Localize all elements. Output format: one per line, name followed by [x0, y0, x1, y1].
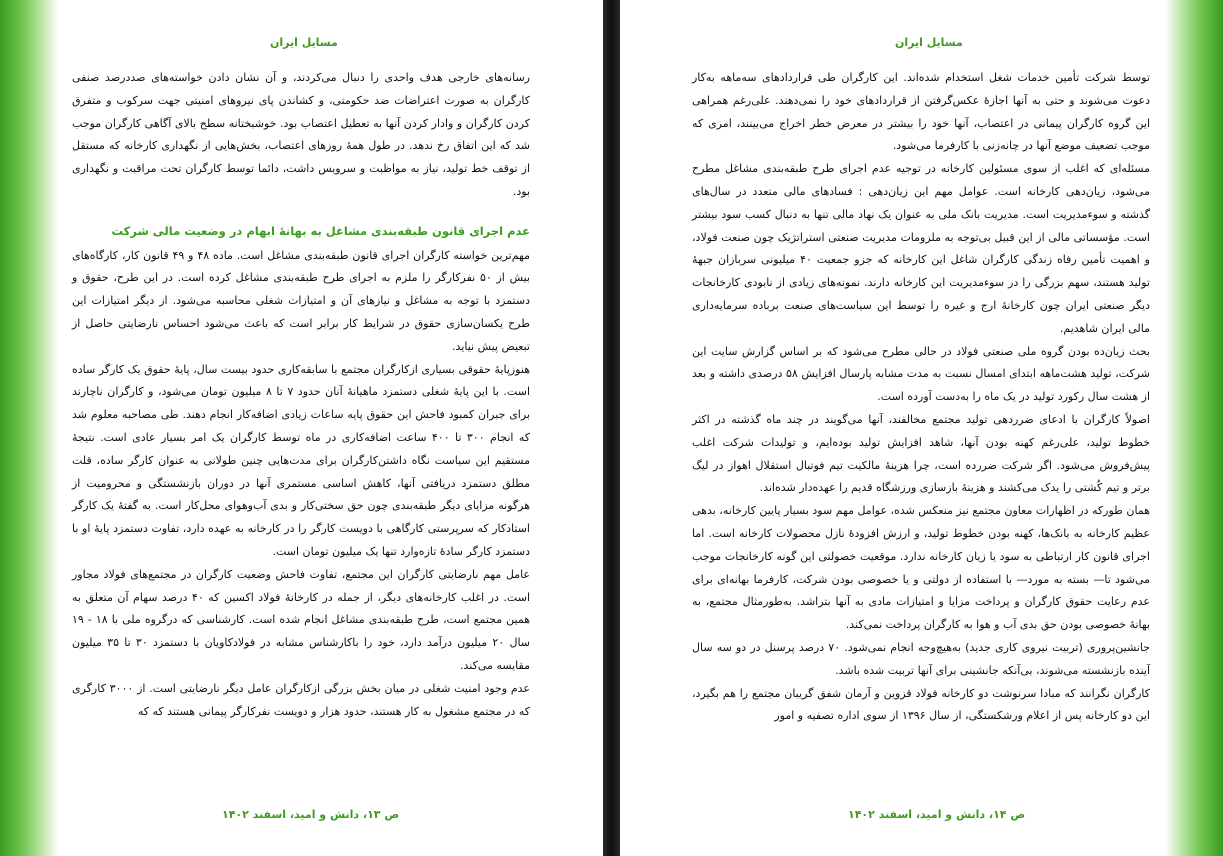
- body-paragraph: رسانه‌های خارجی هدف واحدی را دنبال می‌کردند، و آن نشان دادن خواسته‌های صددرصد صنفی کارگران به صورت اعتراضات ضد حکومتی، و کشاندن پای نیروهای امنیتی جهت سرکوب و متفرق کردن کارگران و وادار کردن آنها به تعطیل اعتصاب بود. خوشبختانه سطح بالای آگاهی کارگران موجب شد که این اتفاق رخ ندهد. در طول همهٔ روزهای اعتصاب، بخش‌هایی از نگهداری کارخانه که مستقل از توقف خط تولید، نیاز به مواظبت و سرویس داشت، دائما توسط کارگران تحت مراقبت و نگهداری بود.: [72, 71, 530, 198]
- book-gutter: [603, 0, 620, 856]
- body-paragraph: بحث زیان‌ده بودن گروه ملی صنعتی فولاد در حالی مطرح می‌شود که بر اساس گزارش سایت این شرکت، تولید هشت‌ماهه ابتدای امسال نسبت به مدت مشابه پارسال افزایش ۵۸ درصدی داشته و بعد از هشت سال رکورد تولید در یک ماه را به‌دست آورده است.: [692, 344, 1151, 404]
- running-head: مسایل ایران: [270, 36, 338, 49]
- body-paragraph: مهم‌ترین خواسته کارگران اجرای قانون طبقه‌بندی مشاغل است. ماده ۴۸ و ۴۹ قانون کار، کارگاه‌های بیش از ۵۰ نفرکارگر را ملزم به اجرای طرح طبقه‌بندی مشاغل کرده است. در این طرح، حقوق و دستمزد با توجه به مشاغل و نیازهای آن و امتیازات شغلی محاسبه می‌شود. از دیگر امتیازات این طرح یکسان‌سازی حقوق در شرایط کار برابر است که باعث می‌شود احساس نارضایتی حاصل از تبعیض پیش نیاید.: [72, 248, 530, 353]
- right-page: [620, 0, 1223, 856]
- body-paragraph: توسط شرکت تأمین خدمات شغل استخدام شده‌اند. این کارگران طی قراردادهای سه‌ماهه به‌کار دعوت می‌شوند و حتی به آنها اجازهٔ عکس‌گرفتن از قراردادهای خود را نمی‌دهند. علی‌رغم همراهی این گروه کارگران پیمانی در اعتصاب، آنها خود را بیشتر در معرض خطر اخراج می‌بینند، امری که موجب تضعیف موضع آنها در چانه‌زنی با کارفرما می‌شود.: [692, 71, 1150, 153]
- page-footer: ص ۱۳، دانش و امید، اسفند ۱۴۰۲: [222, 808, 400, 821]
- left-page-body: [72, 67, 530, 723]
- body-paragraph: مسئله‌ای که اغلب از سوی مسئولین کارخانه در توجیه عدم اجرای طرح طبقه‌بندی مشاغل مطرح می‌شود، زیان‌دهی کارخانه است. عوامل مهم این زیان‌دهی : فسادهای مالی متعدد در سال‌های گذشته و سوء‌مدیریت است. مدیریت بانک ملی به عنوان یک نهاد مالی تنها به دنبال کسب سود بیشتر است. مؤسساتی مالی از این قبیل بی‌توجه به ملزومات مدیریت صنعتی استراتژیک چون صنعت فولاد، و اهمیت تأمین رفاه زندگی کارگران شاغل این کارخانه که جزو جمعیت ۴۰ میلیونی سربازان جبههٔ تولید هستند، سهم بزرگی را در سوء‌مدیریت این کارخانه دارند. نمونه‌های زیادی از نابودی کارخانجات دیگر صنعتی ایران چون کارخانهٔ ارج و غیره را توسط این سیاست‌های صنعت برباده سرمایه‌داری مالی ایران شاهدیم.: [692, 162, 1150, 335]
- right-green-margin-bar: [1165, 0, 1223, 856]
- body-paragraph: عدم وجود امنیت شغلی در میان بخش بزرگی ازکارگران عامل دیگر نارضایتی است. از ۳۰۰۰ کارگری که در مجتمع مشغول به کار هستند، حدود هزار و دویست نفرکارگر پیمانی هستند که که: [72, 681, 530, 718]
- body-paragraph: جانشین‌پروری (تربیت نیروی کاری جدید) به‌هیچ‌وجه انجام نمی‌شود. ۷۰ درصد پرسنل در دو سه سال آینده بازنشسته می‌شوند، بی‌آنکه جانشینی برای آنها تربیت شده باشد.: [692, 640, 1151, 677]
- body-paragraph: کارگران نگرانند که مبادا سرنوشت دو کارخانه فولاد قزوین و آرمان شفق گریبان مجتمع را هم بگیرد، این دو کارخانه پس از اعلام ورشکستگی، از سال ۱۳۹۶ از سوی اداره تصفیه و امور: [692, 686, 1150, 723]
- right-page-body: [692, 67, 1150, 728]
- running-head: مسایل ایران: [895, 36, 963, 49]
- body-paragraph: همان طورکه در اظهارات معاون مجتمع نیز منعکس شده، عوامل مهم سود بسیار پایین کارخانه، بدهی عظیم کارخانه به بانک‌ها، کهنه بودن خطوط تولید، و ارزش افزودهٔ نازل محصولات کارخانه است. اما اجرای قانون کار ارتباطی به سود یا زیان کارخانه ندارد. موقعیت خصولتی این گونه کارخانجات موجب می‌شود تا— بسته به مورد— با استفاده از دولتی و یا خصوصی بودن شرکت، کارفرما بهانه‌ای برای عدم رعایت حقوق کارگران و پرداخت مزایا و امتیازات مادی به آنها بتراشد. به‌طورمثال مجتمع، به بهانهٔ خصوصی بودن حق بدی آب و هوا به کارگران پرداخت نمی‌کند.: [692, 504, 1150, 632]
- page-footer: ص ۱۴، دانش و امید، اسفند ۱۴۰۲: [848, 808, 1026, 821]
- body-paragraph: عامل مهم نارضایتی کارگران این مجتمع، تفاوت فاحش وضعیت کارگران در مجتمع‌های فولاد مجاور است. در اغلب کارخانه‌های دیگر، از جمله در کارخانهٔ فولاد اکسین که ۴۰ درصد سهام آن متعلق به همین مجتمع است، طرح طبقه‌بندی مشاغل انجام شده است. کارشناسی که درگروه ملی با ۱۸ - ۱۹ سال ۲۰ میلیون درآمد دارد، خود را باکارشناس مشابه در فولادکاویان با دستمزد ۳۰ تا ۳۵ میلیون مقایسه می‌کند.: [72, 567, 531, 672]
- body-paragraph: هنوزپایهٔ حقوقی بسیاری ازکارگران مجتمع با سابقه‌کاری حدود بیست سال، پایهٔ حقوق یک کارگر ساده است. با این پایهٔ شغلی دستمزد ماهیانهٔ آنان حدود ۷ تا ۸ میلیون تومان می‌شود، و کارگران ناچارند برای جبران کمبود فاحش این حقوق پایه ساعات زیادی اضافه‌کار انجام دهند. طی مصاحبه معلوم شد که انجام ۳۰۰ تا ۴۰۰ ساعت اضافه‌کاری در ماه توسط کارگران یک امر بسیار عادی است. نتیجهٔ مستقیم این سیاست نگاه داشتن‌کارگران برای مدت‌هایی چنین طولانی به عنوان کارگر ساده، قلت مطلق دستمزد دریافتی آنها، کاهش اساسی مستمری آنها در دوران بازنشستگی و محرومیت از هرگونه مزایای دیگر طبقه‌بندی چون حق سختی‌کار و بدی آب‌وهوای محل‌کار است. به گفتهٔ یک کارگر استادکار که سرپرستی کارگاهی با دویست کارگر را در کارخانه به عهده دارد، تفاوت دستمزد پایهٔ او با دستمزد کارگر سادهٔ تازه‌وارد تنها یک میلیون تومان است.: [72, 362, 530, 558]
- body-paragraph: اصولاً کارگران با ادعای ضرردهی تولید مجتمع مخالفند، آنها می‌گویند در چند ماه گذشته در اکثر خطوط تولید، علی‌رغم کهنه بودن آنها، شاهد افزایش تولید بوده‌ایم، و تولیدات شرکت اغلب پیش‌فروش می‌شود. اگر شرکت ضررده است، چرا هزینهٔ مالکیت تیم فوتبال استقلال اهواز در لیگ برتر و تیم کُشتی را یدک می‌کشند و هزینهٔ بازسازی ورزشگاه قدیم را عهده‌دار شده‌اند.: [692, 412, 1150, 495]
- left-page: [0, 0, 603, 856]
- section-heading: عدم اجرای قانون طبقه‌بندی مشاغل به بهانهٔ ابهام در وضعیت مالی شرکت: [111, 223, 530, 238]
- left-green-margin-bar: [0, 0, 58, 856]
